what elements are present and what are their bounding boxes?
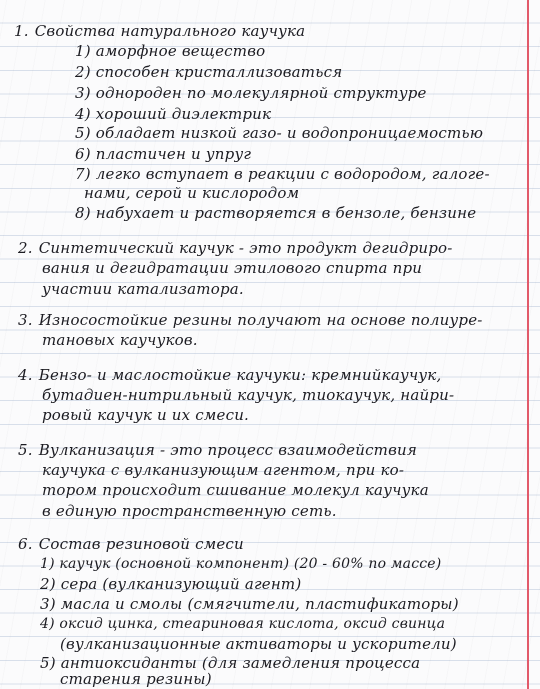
section-4-number: 4. (18, 366, 33, 384)
section-5-number: 5. (18, 441, 33, 459)
section-1-title: Свойства натурального каучука (34, 22, 306, 40)
section-2-line: участии катализатора. (42, 280, 244, 298)
section-6-number: 6. (18, 535, 33, 553)
section-4-line: 4. Бензо- и маслостойкие каучуки: кремнийкаучук, (18, 366, 442, 384)
section-6-item: 1) каучук (основной компонент) (20 - 60% по массе) (40, 556, 442, 572)
section-1-item: 1) аморфное вещество (75, 42, 266, 60)
section-1-item: 6) пластичен и упруг (75, 145, 252, 163)
section-1-item: 3) однороден по молекулярной структуре (75, 84, 427, 102)
section-2-line: 2. Синтетический каучук - это продукт дегидриро- (18, 239, 453, 257)
section-4-line: бутадиен-нитрильный каучук, тиокаучук, найри- (42, 386, 455, 404)
section-4-line: ровый каучук и их смеси. (42, 406, 250, 424)
section-1-item: 8) набухает и растворяется в бензоле, бензине (75, 204, 477, 222)
section-6-item: (вулканизационные активаторы и ускорители) (60, 635, 457, 653)
section-2-number: 2. (18, 239, 33, 257)
section-3-number: 3. (18, 311, 33, 329)
section-6-heading (18, 535, 244, 553)
section-3-line: тановых каучуков. (42, 331, 198, 349)
section-5-line: в единую пространственную сеть. (42, 502, 337, 520)
section-5-line: 5. Вулканизация - это процесс взаимодействия (18, 441, 418, 459)
margin-line (527, 0, 529, 689)
section-6-item: 5) антиоксиданты (для замедления процесса (40, 654, 421, 672)
section-1-item: 2) способен кристаллизоваться (75, 63, 343, 81)
section-1-heading (14, 22, 305, 40)
section-6-item: 4) оксид цинка, стеариновая кислота, оксид свинца (40, 616, 446, 632)
section-6-item: старения резины) (60, 670, 212, 688)
section-6-item: 3) масла и смолы (смягчители, пластификаторы) (40, 595, 459, 613)
section-1-item: нами, серой и кислородом (84, 184, 300, 202)
section-1-item: 7) легко вступает в реакции с водородом, галоге- (75, 165, 490, 183)
section-5-line: каучука с вулканизующим агентом, при ко- (42, 461, 405, 479)
section-2-line: вания и дегидратации этилового спирта при (42, 259, 423, 277)
section-6-item: 2) сера (вулканизующий агент) (40, 575, 302, 593)
section-1-item: 5) обладает низкой газо- и водопроницаемостью (75, 124, 484, 142)
section-5-line: тором происходит сшивание молекул каучука (42, 481, 429, 499)
section-3-line: 3. Износостойкие резины получают на основе полиуре- (18, 311, 483, 329)
section-1-number: 1. (14, 22, 29, 40)
section-6-title: Состав резиновой смеси (38, 535, 244, 553)
section-1-item: 4) хороший диэлектрик (75, 105, 272, 123)
